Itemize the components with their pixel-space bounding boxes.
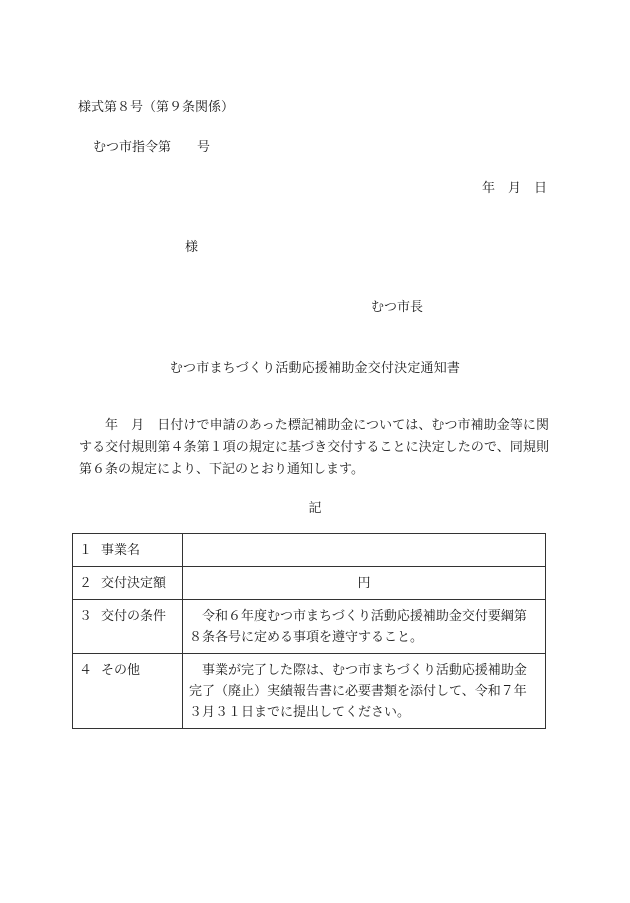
row-value <box>183 534 546 567</box>
row-number: ３ <box>79 609 93 624</box>
row-label <box>73 654 183 729</box>
document-title: むつ市まちづくり活動応援補助金交付決定通知書 <box>169 361 461 376</box>
body-text: 年 月 日付けで申請のあった標記補助金については、むつ市補助金等に関する交付規則第４条第１項の規定に基づき交付することに決定したので、同規則第６条の規定により、下記のとおり通知します。 <box>79 418 549 477</box>
document-number: むつ市指令第 号 <box>93 140 211 155</box>
row-value: 令和６年度むつ市まちづくり活動応援補助金交付要綱第８条各号に定める事項を遵守すること。 <box>183 600 546 654</box>
table-row <box>73 567 546 600</box>
row-label <box>73 567 183 600</box>
items-table <box>72 533 546 729</box>
row-number: ４ <box>79 663 93 678</box>
table-row <box>73 654 546 729</box>
row-label-text: その他 <box>101 663 141 678</box>
sender: むつ市長 <box>371 300 424 315</box>
row-label-text: 事業名 <box>101 543 141 558</box>
row-label-text: 交付の条件 <box>101 609 167 624</box>
table-row <box>73 534 546 567</box>
ki-heading: 記 <box>308 501 322 516</box>
row-value: 事業が完了した際は、むつ市まちづくり活動応援補助金完了（廃止）実績報告書に必要書類を添付して、令和７年３月３１日までに提出してください。 <box>183 654 546 729</box>
addressee-honorific: 様 <box>185 240 199 255</box>
row-number: １ <box>79 543 93 558</box>
form-label: 様式第８号（第９条関係） <box>78 100 235 115</box>
table-row <box>73 600 546 654</box>
row-number: ２ <box>79 576 93 591</box>
row-label <box>73 534 183 567</box>
row-label <box>73 600 183 654</box>
row-value: 円 <box>183 567 546 600</box>
document-date: 年 月 日 <box>481 181 547 196</box>
row-label-text: 交付決定額 <box>101 576 167 591</box>
